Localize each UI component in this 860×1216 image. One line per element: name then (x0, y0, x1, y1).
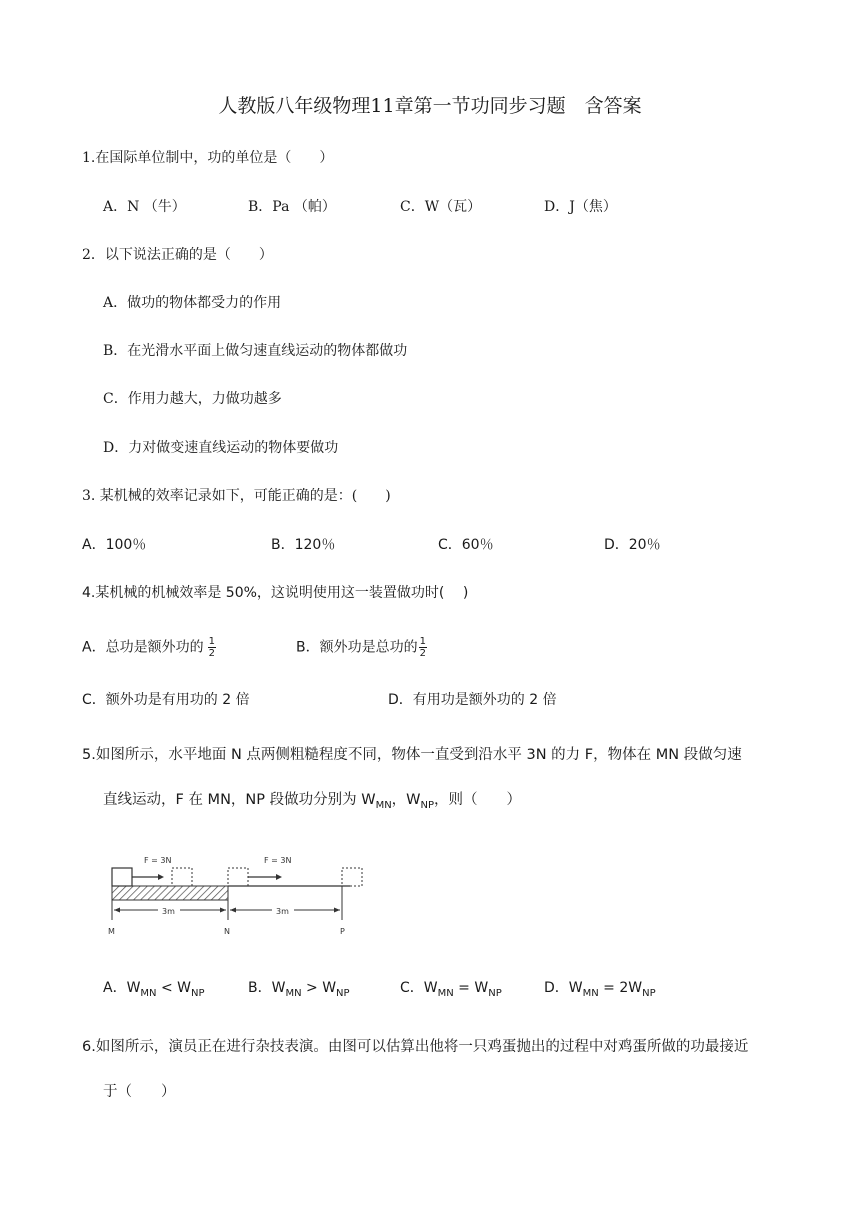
force-distance-diagram (100, 848, 372, 938)
question-1-option-d: D．J（焦） (544, 199, 617, 215)
option-text: = 2W (598, 980, 643, 996)
subscript: NP (336, 987, 350, 999)
question-5-option-a (103, 978, 205, 1004)
subscript: MN (437, 987, 454, 999)
question-2-option-d: D．力对做变速直线运动的物体要做功 (103, 440, 339, 456)
force-label-1: F = 3N (144, 856, 172, 865)
subscript: MN (582, 987, 599, 999)
force-label-2: F = 3N (264, 856, 292, 865)
question-6-stem-line-1: 6.如图所示，演员正在进行杂技表演。由图可以估算出他将一只鸡蛋抛出的过程中对鸡蛋所做的功最接近 (82, 1039, 749, 1055)
option-text: B．W (248, 980, 286, 996)
page-title: 人教版八年级物理11章第一节功同步习题 含答案 (218, 95, 642, 117)
subscript: NP (488, 987, 502, 999)
subscript-np: NP (420, 799, 435, 811)
question-5-option-b (248, 978, 350, 1004)
question-5-option-c (400, 978, 502, 1004)
dim-arrow (220, 908, 226, 913)
subscript-mn: MN (375, 799, 392, 811)
question-1-option-a: A．N （牛） (103, 199, 186, 215)
option-text: A．W (103, 980, 141, 996)
question-1-option-b: B．Pa （帕） (248, 199, 336, 215)
option-text: > W (301, 980, 337, 996)
question-2-stem: 2．以下说法正确的是（ ） (82, 247, 273, 263)
question-4-option-a (82, 636, 216, 659)
question-5-stem-text-b: ，则（ ） (434, 792, 522, 808)
fraction-one-half (419, 636, 427, 659)
question-5-stem-sep: ，W (391, 792, 421, 808)
question-2-option-c: C．作用力越大，力做功越多 (103, 391, 282, 407)
subscript: MN (140, 987, 157, 999)
question-3-option-c: C．60％ (438, 537, 494, 553)
question-4-option-d: D．有用功是额外功的 2 倍 (388, 692, 557, 708)
fraction-numerator: 1 (208, 636, 215, 647)
fraction-denominator: 2 (208, 648, 215, 659)
option-text: < W (156, 980, 192, 996)
rough-surface (112, 886, 228, 900)
subscript: MN (285, 987, 302, 999)
subscript: NP (191, 987, 205, 999)
question-4-option-b (296, 636, 427, 659)
block-dashed-mid (172, 868, 192, 886)
question-5-stem-line-2 (103, 790, 521, 816)
question-2-option-a: A．做功的物体都受力的作用 (103, 295, 282, 311)
question-4-option-a-text: A．总功是额外功的 (82, 639, 204, 656)
question-4-option-c: C．额外功是有用功的 2 倍 (82, 692, 250, 708)
point-label-n: N (224, 927, 230, 936)
dim-arrow (230, 908, 236, 913)
question-4-option-b-text: B．额外功是总功的 (296, 639, 418, 656)
block-at-m (112, 868, 132, 886)
point-label-m: M (108, 927, 115, 936)
block-dashed-at-n (228, 868, 248, 886)
subscript: NP (642, 987, 656, 999)
question-3-option-a: A．100％ (82, 537, 147, 553)
fraction-one-half (208, 636, 216, 659)
distance-label-np: 3m (276, 907, 289, 916)
distance-label-mn: 3m (162, 907, 175, 916)
fraction-numerator: 1 (419, 636, 426, 647)
block-dashed-at-p (342, 868, 362, 886)
question-3-option-d: D．20％ (604, 537, 661, 553)
option-text: = W (453, 980, 489, 996)
question-2-option-b: B．在光滑水平面上做匀速直线运动的物体都做功 (103, 343, 408, 359)
question-3-stem: 3. 某机械的效率记录如下，可能正确的是：( ) (82, 488, 391, 504)
dim-arrow (114, 908, 120, 913)
question-1-stem: 1.在国际单位制中，功的单位是（ ） (82, 150, 334, 166)
question-5-stem-text-a: 直线运动，F 在 MN，NP 段做功分别为 W (103, 792, 376, 808)
question-4-stem: 4.某机械的机械效率是 50%，这说明使用这一装置做功时( ) (82, 585, 469, 601)
force-arrow-2-head (276, 874, 282, 880)
force-arrow-1-head (158, 874, 164, 880)
question-3-option-b: B．120％ (271, 537, 336, 553)
question-5-stem-line-1: 5.如图所示，水平地面 N 点两侧粗糙程度不同，物体一直受到沿水平 3N 的力 F，物体在 MN 段做匀速 (82, 747, 742, 763)
fraction-denominator: 2 (419, 648, 426, 659)
question-5-option-d (544, 978, 656, 1004)
question-1-option-c: C．W（瓦） (400, 199, 482, 215)
question-6-stem-line-2: 于（ ） (103, 1084, 176, 1100)
option-text: C．W (400, 980, 438, 996)
option-text: D．W (544, 980, 583, 996)
point-label-p: P (340, 927, 345, 936)
dim-arrow (334, 908, 340, 913)
